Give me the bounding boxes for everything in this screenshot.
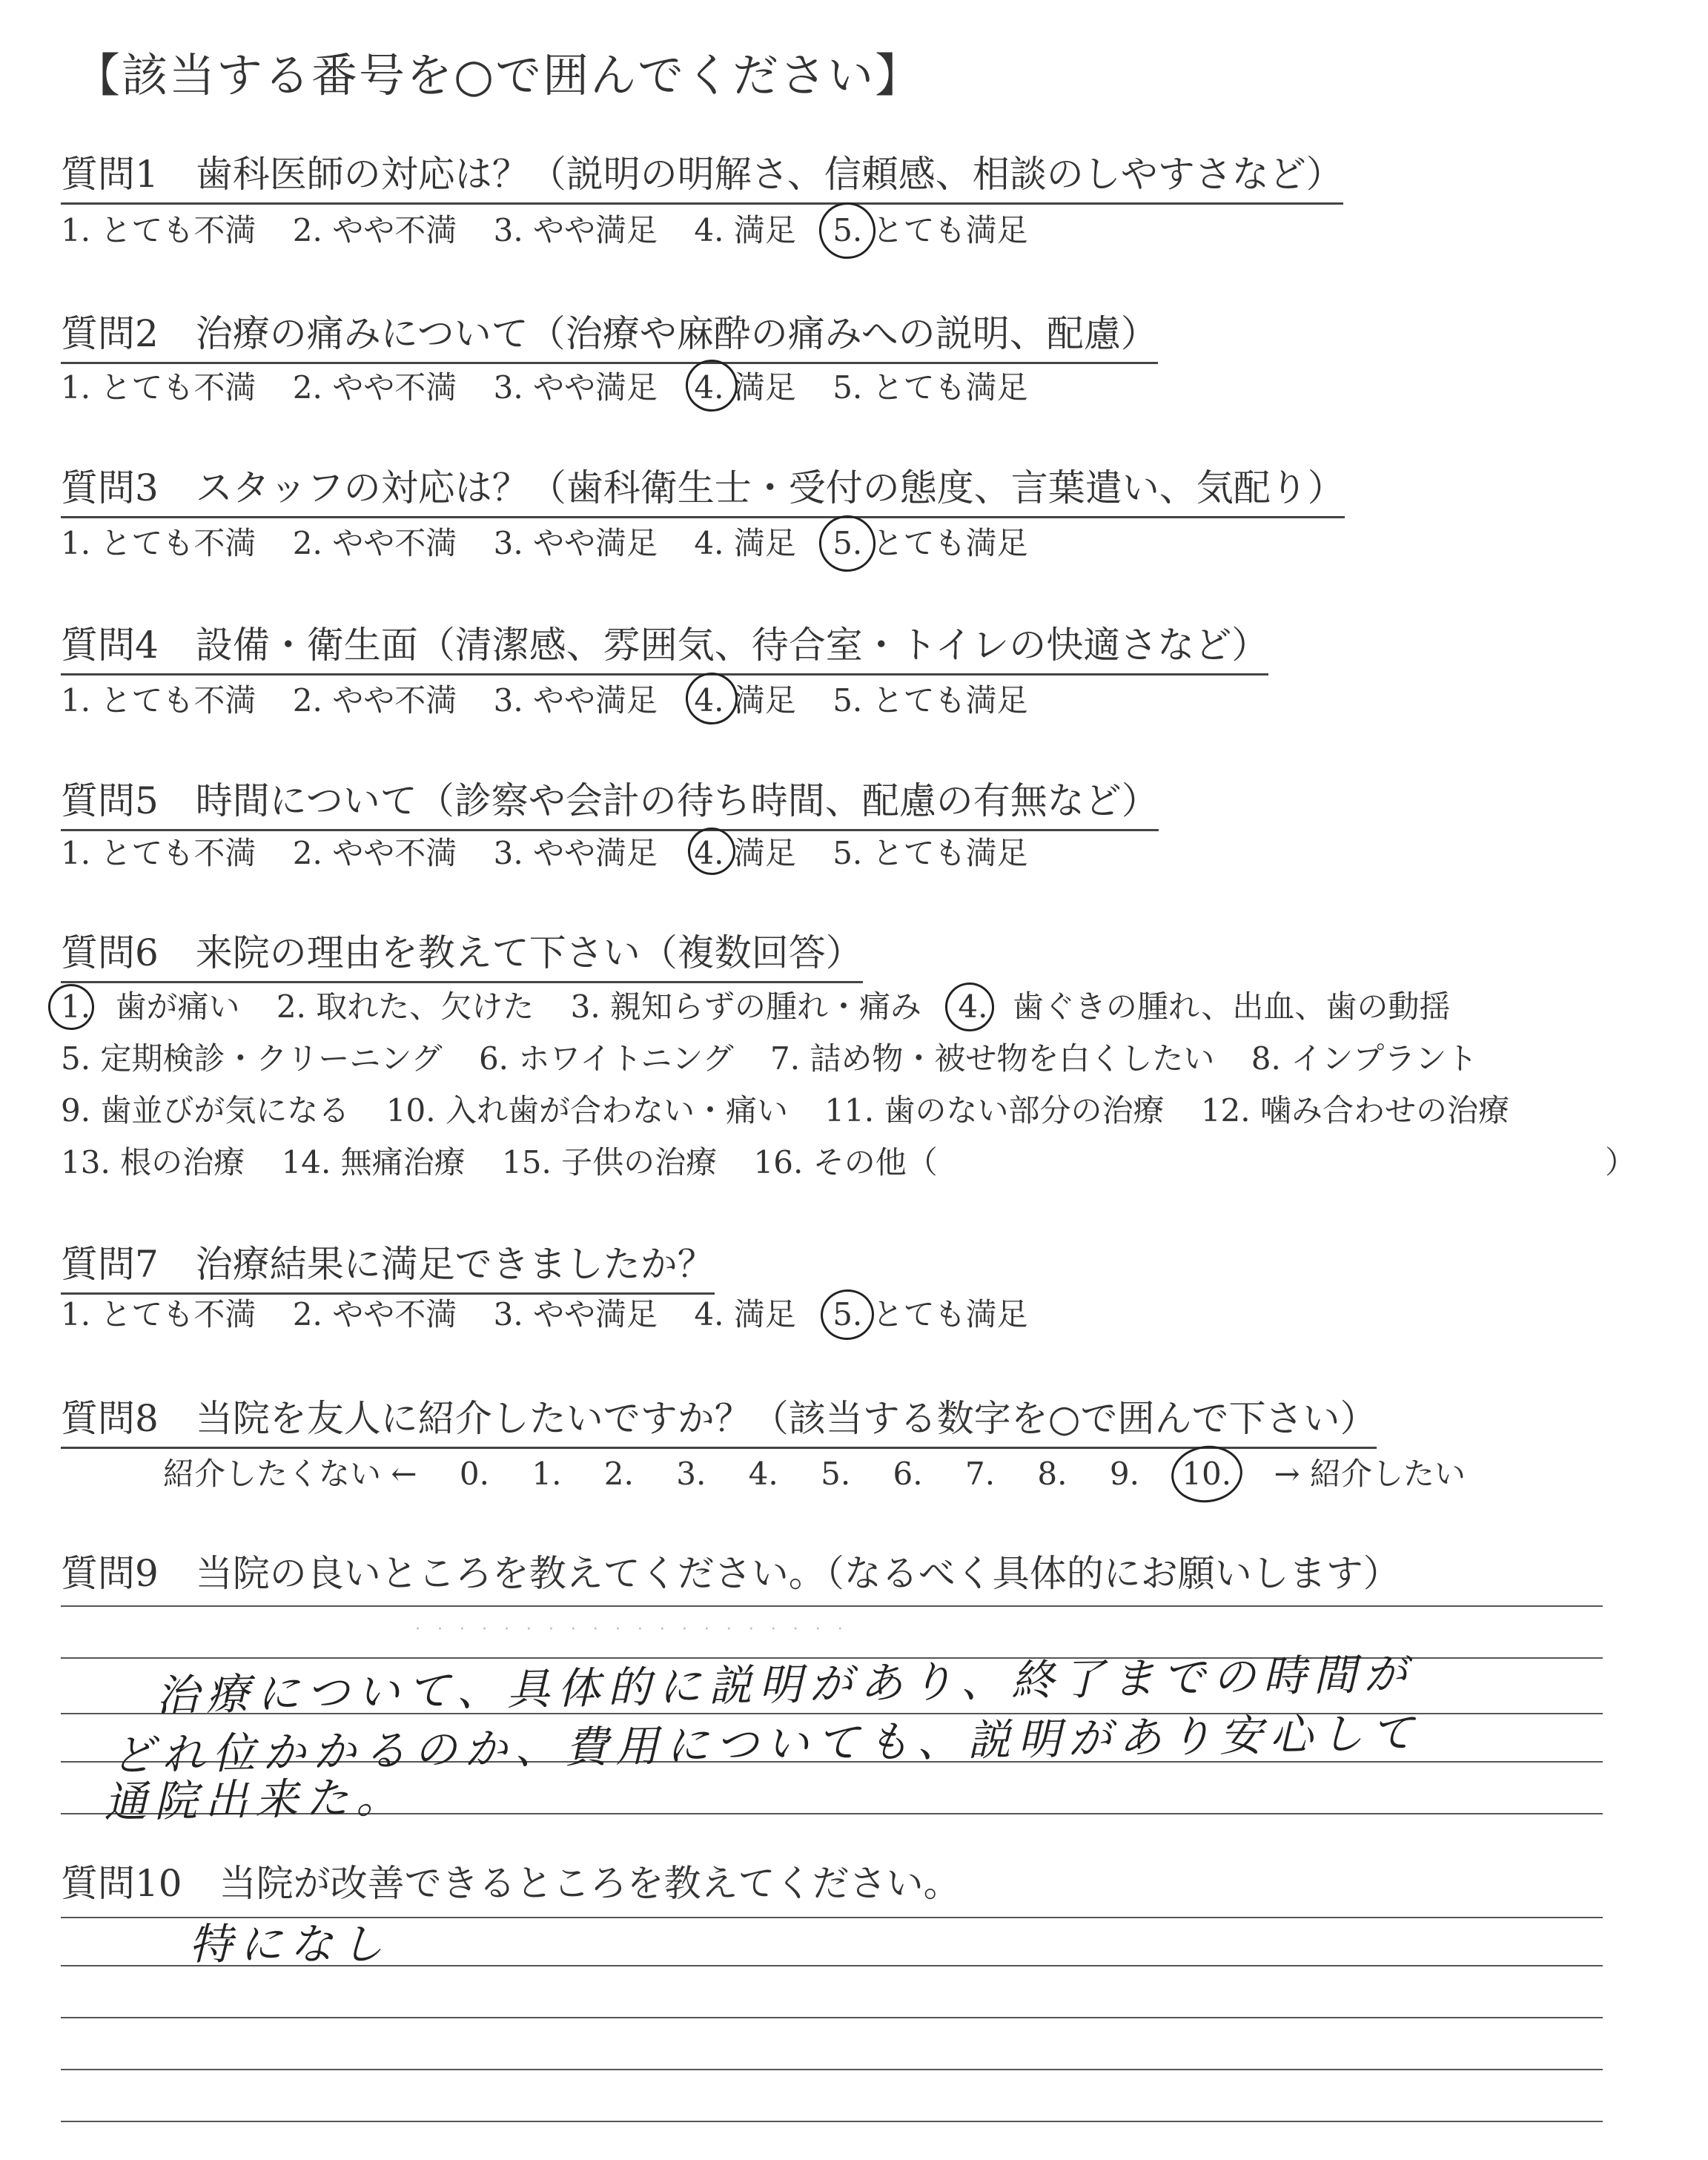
q10-answer-line-1: 特になし (189, 1919, 391, 1969)
q2-option-4[interactable] (694, 363, 795, 408)
q6-option-11[interactable]: 11. 歯のない部分の治療 (824, 1092, 1165, 1129)
q6-row-3 (61, 1086, 1536, 1131)
q1-options (61, 206, 1055, 251)
q6-option-15[interactable]: 15. 子供の治療 (502, 1144, 718, 1180)
q6-option-4-label: 歯ぐきの腫れ、出血、歯の動揺 (1012, 988, 1451, 1025)
q7-option-5-label: とても満足 (872, 1296, 1028, 1332)
q6-option-1-text: 1. (61, 988, 91, 1025)
q1-option-4[interactable]: 4. 満足 (694, 212, 796, 248)
q6-option-7[interactable]: 7. 詰め物・被せ物を白くしたい (769, 1040, 1215, 1077)
q1-option-5-number: 5. (833, 212, 863, 248)
q6-option-16[interactable]: 16. その他（ (753, 1144, 938, 1180)
q9-rule-1 (61, 1605, 1603, 1607)
q8-option-7[interactable]: 7. (964, 1456, 996, 1492)
q5-options (61, 829, 1055, 873)
q8-option-2[interactable]: 2. (603, 1456, 634, 1492)
q3-option-5-label: とても満足 (872, 525, 1028, 561)
q3-option-1[interactable]: 1. とても不満 (61, 525, 256, 561)
q5-option-5[interactable]: 5. (833, 835, 863, 871)
q1-option-2[interactable]: 2. やや不満 (292, 212, 457, 248)
q9-answer-line-1: 治療について、具体的に説明があり、終了までの時間が (155, 1648, 1415, 1721)
q8-option-6[interactable]: 6. (893, 1456, 923, 1492)
q5-option-1[interactable]: 1. とても不満 (61, 835, 256, 871)
q5-title: 質問5 時間について（診察や会計の待ち時間、配慮の有無など） (61, 771, 1159, 831)
q7-options (61, 1290, 1055, 1335)
q5-option-2[interactable]: 2. やや不満 (292, 835, 457, 871)
q6-option-4-text: 4. (958, 988, 988, 1025)
q6-option-2[interactable]: 2. 取れた、欠けた (276, 988, 534, 1025)
q2-title: 質問2 治療の痛みについて（治療や麻酔の痛みへの説明、配慮） (61, 304, 1158, 364)
q4-options (61, 676, 1055, 721)
q4-option-4-label: 4. 満足 (694, 682, 796, 719)
q6-option-10[interactable]: 10. 入れ歯が合わない・痛い (385, 1092, 788, 1129)
q4-option-4[interactable] (694, 676, 795, 721)
q6-option-12[interactable]: 12. 噛み合わせの治療 (1200, 1092, 1509, 1129)
q2-option-5[interactable]: 5. (833, 369, 863, 406)
q6-option-1-number[interactable] (61, 988, 90, 1025)
q7-title: 質問7 治療結果に満足できましたか？ (61, 1235, 715, 1295)
q8-option-1[interactable]: 1. (532, 1456, 562, 1492)
q2-option-3[interactable]: 3. やや満足 (493, 369, 658, 406)
q7-option-2[interactable]: 2. やや不満 (292, 1296, 457, 1332)
q8-left-label: 紹介したくない ← (163, 1456, 417, 1492)
q6-option-9[interactable]: 9. 歯並びが気になる (61, 1092, 350, 1129)
q4-option-5[interactable]: 5. (833, 682, 863, 719)
scan-dots: · · · · · · · · · · · · · · · · · · · · (415, 1620, 849, 1639)
q4-option-3[interactable]: 3. やや満足 (493, 682, 658, 719)
q4-option-1[interactable]: 1. とても不満 (61, 682, 256, 719)
q6-option-6[interactable]: 6. ホワイトニング (478, 1040, 734, 1077)
q8-option-4[interactable]: 4. (748, 1456, 778, 1492)
q4-option-5-label: とても満足 (872, 682, 1028, 719)
q6-row-1 (61, 982, 1477, 1027)
q7-option-3[interactable]: 3. やや満足 (493, 1296, 658, 1332)
q6-option-14[interactable]: 14. 無痛治療 (281, 1144, 466, 1180)
q3-option-5-number: 5. (833, 525, 863, 561)
q8-scale (163, 1450, 1498, 1494)
q1-option-3[interactable]: 3. やや満足 (493, 212, 658, 248)
q8-option-9[interactable]: 9. (1109, 1456, 1139, 1492)
q3-option-4[interactable]: 4. 満足 (694, 525, 796, 561)
q6-row-4 (61, 1138, 964, 1183)
q5-option-5-label: とても満足 (872, 835, 1028, 871)
q8-option-8[interactable]: 8. (1037, 1456, 1068, 1492)
q6-option-13[interactable]: 13. 根の治療 (61, 1144, 245, 1180)
q6-other-close-paren: ） (1605, 1144, 1637, 1180)
q3-option-3[interactable]: 3. やや満足 (493, 525, 658, 561)
q10-rule-3 (61, 2017, 1603, 2018)
q3-title: 質問3 スタッフの対応は？（歯科衛生士・受付の態度、言葉遣い、気配り） (61, 458, 1345, 518)
q4-option-2[interactable]: 2. やや不満 (292, 682, 457, 719)
q8-option-3[interactable]: 3. (676, 1456, 706, 1492)
q5-option-4-label: 4. 満足 (694, 835, 796, 871)
q7-option-5-number: 5. (833, 1296, 863, 1332)
q9-title: 質問9 当院の良いところを教えてください。（なるべく具体的にお願いします） (61, 1552, 1400, 1595)
q10-rule-4 (61, 2069, 1603, 2070)
q6-option-5[interactable]: 5. 定期検診・クリーニング (61, 1040, 443, 1077)
q9-answer-line-3: 通院出来た。 (103, 1771, 407, 1828)
q1-option-5[interactable] (833, 212, 862, 248)
q6-option-4-number[interactable] (958, 988, 987, 1025)
q1-title: 質問1 歯科医師の対応は？（説明の明解さ、信頼感、相談のしやすさなど） (61, 145, 1343, 205)
q6-option-3[interactable]: 3. 親知らずの腫れ・痛み (570, 988, 922, 1025)
q3-option-2[interactable]: 2. やや不満 (292, 525, 457, 561)
q2-option-2[interactable]: 2. やや不満 (292, 369, 457, 406)
q2-option-1[interactable]: 1. とても不満 (61, 369, 256, 406)
q7-option-4[interactable]: 4. 満足 (694, 1296, 796, 1332)
q10-title: 質問10 当院が改善できるところを教えてください。 (61, 1862, 961, 1905)
q2-options (61, 363, 1055, 408)
q5-option-3[interactable]: 3. やや満足 (493, 835, 658, 871)
q6-title: 質問6 来院の理由を教えて下さい（複数回答） (61, 923, 863, 983)
q8-title: 質問8 当院を友人に紹介したいですか？（該当する数字を○で囲んで下さい） (61, 1389, 1377, 1449)
q7-option-5[interactable] (833, 1296, 862, 1332)
q4-title: 質問4 設備・衛生面（清潔感、雰囲気、待合室・トイレの快適さなど） (61, 615, 1268, 676)
q8-option-10-number: 10. (1182, 1456, 1232, 1492)
q6-option-1-label: 歯が痛い (115, 988, 240, 1025)
q3-options (61, 519, 1055, 564)
q8-option-10[interactable] (1182, 1456, 1231, 1492)
q1-option-5-label: とても満足 (872, 212, 1028, 248)
q1-option-1[interactable]: 1. とても不満 (61, 212, 256, 248)
q9-answer-line-2: どれ位かかるのか、費用についても、説明があり安心して (110, 1707, 1422, 1781)
q8-option-0[interactable]: 0. (459, 1456, 489, 1492)
q3-option-5[interactable] (833, 525, 862, 561)
q2-option-5-label: とても満足 (872, 369, 1028, 406)
q5-option-4[interactable] (694, 829, 795, 873)
q7-option-1[interactable]: 1. とても不満 (61, 1296, 256, 1332)
q8-right-label: → 紹介したい (1274, 1456, 1466, 1492)
q2-option-4-label: 4. 満足 (694, 369, 796, 406)
form-header: 【該当する番号を○で囲んでください】 (74, 48, 923, 102)
q10-rule-5 (61, 2121, 1603, 2122)
q6-option-8[interactable]: 8. インプラント (1251, 1040, 1478, 1077)
q6-row-2 (61, 1034, 1504, 1079)
q8-option-5[interactable]: 5. (821, 1456, 851, 1492)
